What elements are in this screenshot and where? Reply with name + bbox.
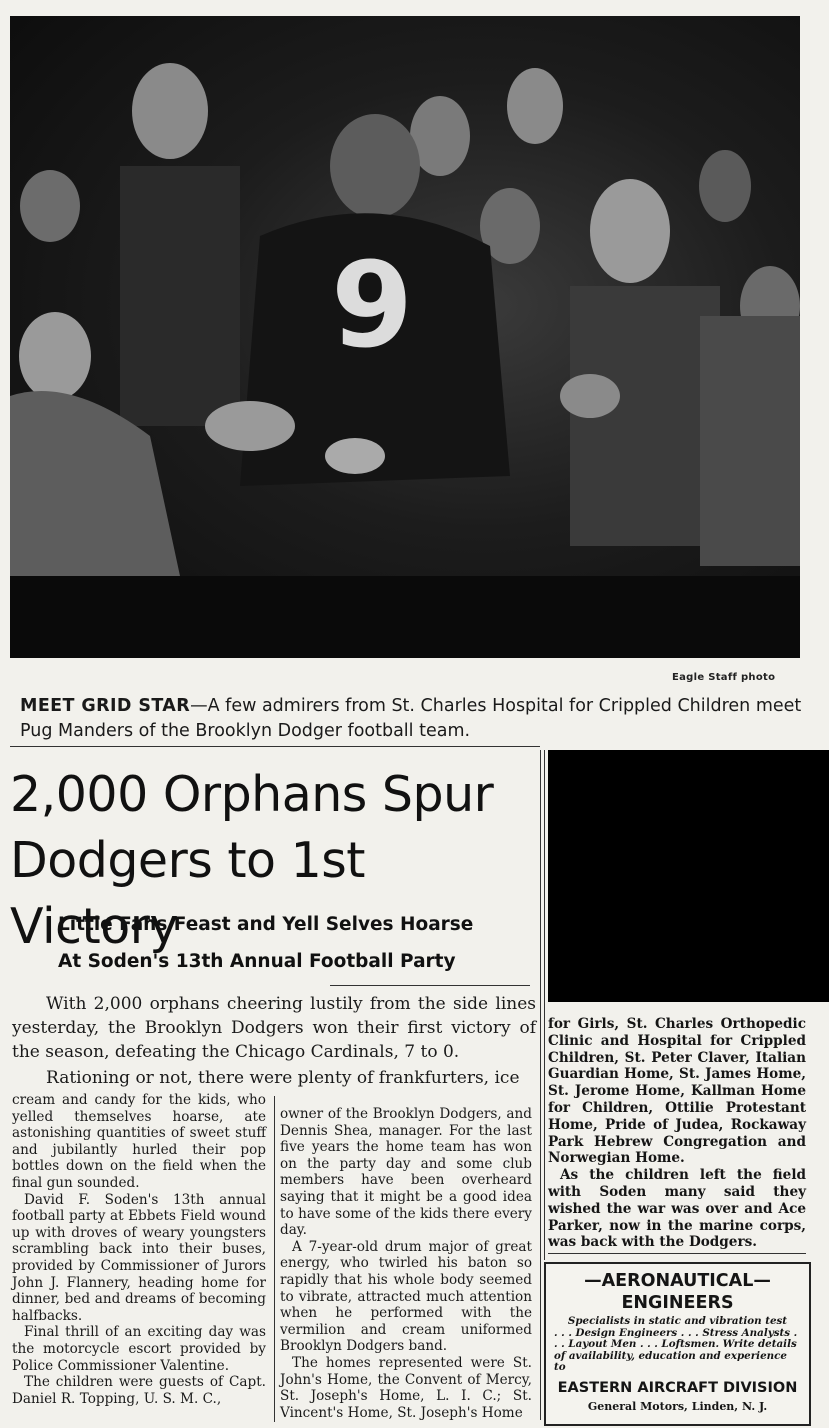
article-column-1 (12, 1092, 266, 1407)
ad-title-line: —AERONAUTICAL— (584, 1271, 771, 1291)
ad-body-line: Specialists in static and vibration test (567, 1315, 788, 1327)
divider (548, 1253, 806, 1254)
news-photo (10, 16, 800, 658)
subhead (58, 906, 528, 980)
ad-body (554, 1316, 801, 1374)
column-rule (274, 1096, 275, 1422)
divider (10, 746, 540, 747)
paragraph: David F. Soden's 13th annual football party at Ebbets Field wound up with droves of weary youngsters scrambling back into their buses, provided by Commissioner of Jurors John J. Flannery, heading home for dinner, bed and dreams of becoming halfbacks. (12, 1191, 266, 1324)
lead-paragraph: Rationing or not, there were plenty of frankfurters, ice (46, 1068, 520, 1088)
column-rule (540, 750, 541, 1420)
ad-title (546, 1270, 809, 1314)
paragraph: The children were guests of Capt. Daniel R. Topping, U. S. M. C., (12, 1374, 266, 1407)
ad-address: General Motors, Linden, N. J. (587, 1400, 768, 1413)
paragraph: for Girls, St. Charles Orthopedic Clinic and Hospital for Crippled Children, St. Peter Claver, Italian Guardian Home, St. James Home, St. Jerome Home, Kallman Home for Children, Ottilie Protestant Home, Pride of Judea, Rockaway Park Hebrew Congregation and Norwegian Home. (548, 1016, 806, 1167)
column-rule (544, 750, 545, 1260)
caption-lead: MEET GRID STAR (20, 696, 191, 716)
divider (330, 985, 530, 986)
photo-credit: Eagle Staff photo (672, 672, 776, 683)
redacted-block (548, 750, 829, 1002)
subhead-line: Little Fans Feast and Yell Selves Hoarse (58, 914, 474, 935)
ad-body-text: . . . Design Engineers . . . Stress Analysts . . . Layout Men . . . Loftsmen. Write details of availability, education and experience to (554, 1326, 798, 1374)
paragraph: owner of the Brooklyn Dodgers, and Dennis Shea, manager. For the last five years the home team has won on the party day and some club members have been overheard saying that it might be a good idea to have some of the kids there every day. (280, 1106, 532, 1239)
lead-paragraph: With 2,000 orphans cheering lustily from the side lines yesterday, the Brooklyn Dodgers won their first victory of the season, defeating the Chicago Cardinals, 7 to 0. (12, 994, 536, 1062)
photo-caption (20, 694, 810, 744)
headline-line: Dodgers to 1st Victory (10, 832, 365, 955)
paragraph: cream and candy for the kids, who yelled themselves hoarse, ate astonishing quantities of sweet stuff and jubilantly hurled their pop bottles down on the field when the final gun sounded. (12, 1092, 266, 1191)
caption-text: —A few admirers from St. Charles Hospital for Crippled Children meet Pug Manders of the Brooklyn Dodger football team. (20, 696, 802, 741)
jersey-number: 9 (330, 236, 414, 374)
ad-division: EASTERN AIRCRAFT DIVISION (557, 1380, 798, 1396)
paragraph: Final thrill of an exciting day was the motorcycle escort provided by Police Commissioner Valentine. (12, 1324, 266, 1374)
subhead-line: At Soden's 13th Annual Football Party (58, 951, 456, 972)
photo-illustration (10, 16, 800, 658)
ad-title-line: ENGINEERS (621, 1293, 734, 1313)
classified-ad (544, 1262, 811, 1426)
paragraph: A 7-year-old drum major of great energy, who twirled his baton so rapidly that his whole body seemed to vibrate, attracted much attention when he performed with the vermilion and cream uniformed Brooklyn Dodgers band. (280, 1238, 532, 1355)
paragraph: As the children left the field with Soden many said they wished the war was over and Ace Parker, now in the marine corps, was back with the Dodgers. (548, 1167, 806, 1251)
paragraph: The homes represented were St. John's Home, the Convent of Mercy, St. Joseph's Home, L. I. C.; St. Vincent's Home, St. Joseph's Home (280, 1354, 532, 1421)
article-column-3 (548, 1016, 806, 1251)
article-column-2 (280, 1106, 532, 1421)
headline-line: 2,000 Orphans Spur (10, 766, 494, 823)
